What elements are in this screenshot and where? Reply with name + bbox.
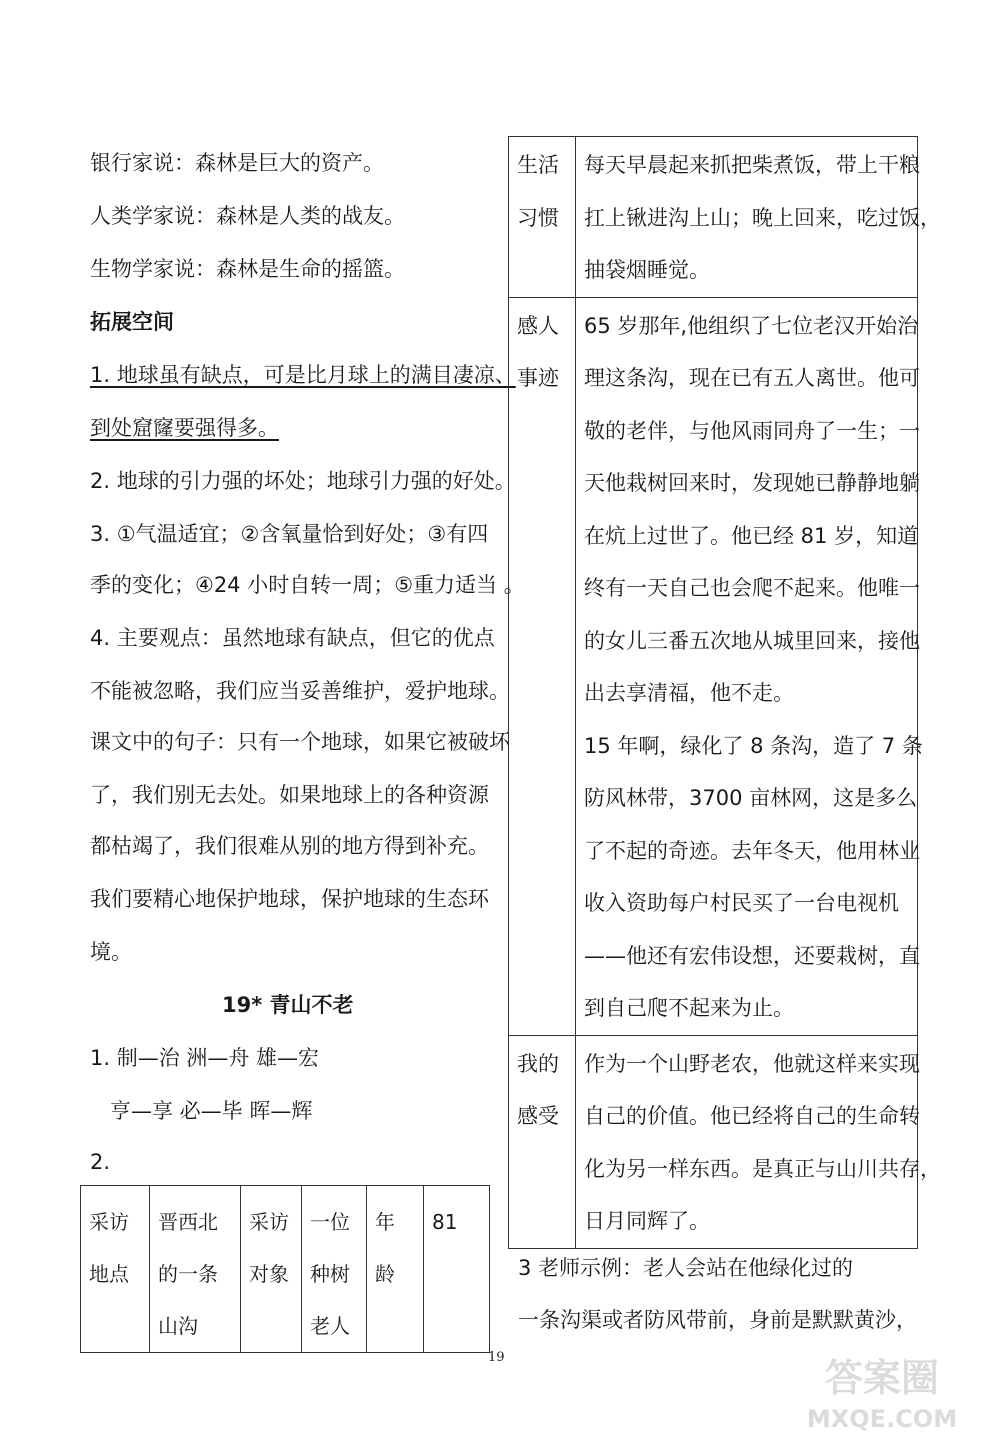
- answer-line: 1. 地球虽有缺点，可是比月球上的满目凄凉、: [90, 363, 516, 387]
- table-cell: 81: [424, 1186, 490, 1353]
- row-header: 感人 事迹: [509, 297, 576, 1035]
- interview-table: [80, 1185, 490, 1353]
- row-header: 生活 习惯: [509, 137, 576, 298]
- row-content: 65 岁那年,他组织了七位老汉开始治 理这条沟，现在已有五人离世。他可 敬的老伴，与他风雨同舟了一生；一 天他栽树回来时，发现她已静静地躺 在炕上过世了。他已经 81 岁，知道 终有一天自己也会爬不起来。他唯一 的女儿三番五次地从城里回来，接他 出去享清福，他不走。 15 年啊，绿化了 8 条沟，造了 7 条 防风林带，3700 亩林网，这是多么 了不起的奇迹。去年冬天，他用林业 收入资助每户村民买了一台电视机 ——他还有宏伟设想，还要栽树，直 到自己爬不起来为止。: [576, 297, 918, 1035]
- answer-line: 不能被忽略，我们应当妥善维护，爱护地球。: [90, 679, 510, 703]
- answer-line: 2. 地球的引力强的坏处；地球引力强的好处。: [90, 469, 516, 493]
- text-line: 生物学家说：森林是生命的摇篮。: [90, 257, 405, 281]
- table-cell: 采访 对象: [241, 1186, 302, 1353]
- answer-line: 都枯竭了，我们很难从别的地方得到补充。: [90, 834, 489, 858]
- watermark-text: MXQE.COM: [806, 1405, 958, 1433]
- text-line: 人类学家说：森林是人类的战友。: [90, 204, 405, 228]
- watermark-text: 答案圈: [824, 1356, 940, 1400]
- table-cell: 采访 地点: [81, 1186, 150, 1353]
- answer-line: 一条沟渠或者防风带前，身前是默默黄沙，: [518, 1308, 917, 1332]
- lesson-title: 19* 青山不老: [222, 993, 354, 1017]
- watermark-logo: [782, 1347, 982, 1437]
- row-header: 我的 感受: [509, 1035, 576, 1248]
- answer-line: 3. ①气温适宜；②含氧量恰到好处；③有四: [90, 522, 489, 546]
- answer-line: 了，我们别无去处。如果地球上的各种资源: [90, 783, 489, 807]
- answer-line: 季的变化；④24 小时自转一周；⑤重力适当 。: [90, 573, 525, 597]
- row-content: 作为一个山野老农，他就这样来实现 自己的价值。他已经将自己的生命转 化为另一样东西。是真正与山川共存， 日月同辉了。: [576, 1035, 918, 1248]
- answer-line: 我们要精心地保护地球，保护地球的生态环: [90, 887, 489, 911]
- answer-line: 2.: [90, 1150, 111, 1174]
- answer-line: 1. 制—治 洲—舟 雄—宏: [90, 1046, 320, 1070]
- page-number: 19: [488, 1350, 505, 1365]
- row-content: 每天早晨起来抓把柴煮饭，带上干粮 扛上锹进沟上山；晚上回来，吃过饭， 抽袋烟睡觉。: [576, 137, 918, 298]
- section-title: 拓展空间: [90, 310, 174, 334]
- answer-line: 亨—享 必—毕 晖—辉: [110, 1099, 313, 1123]
- answer-line: 4. 主要观点：虽然地球有缺点，但它的优点: [90, 626, 495, 650]
- text-line: 银行家说：森林是巨大的资产。: [90, 151, 384, 175]
- answer-line: 境。: [90, 940, 132, 964]
- answer-line: 3 老师示例：老人会站在他绿化过的: [518, 1256, 854, 1280]
- answer-line: 到处窟窿要强得多。: [90, 416, 279, 440]
- table-cell: 一位 种树 老人: [302, 1186, 367, 1353]
- summary-table: [508, 136, 941, 1249]
- table-cell: 晋西北 的一条 山沟: [150, 1186, 241, 1353]
- answer-line: 课文中的句子：只有一个地球，如果它被破坏: [90, 730, 510, 754]
- table-cell: 年 龄: [367, 1186, 424, 1353]
